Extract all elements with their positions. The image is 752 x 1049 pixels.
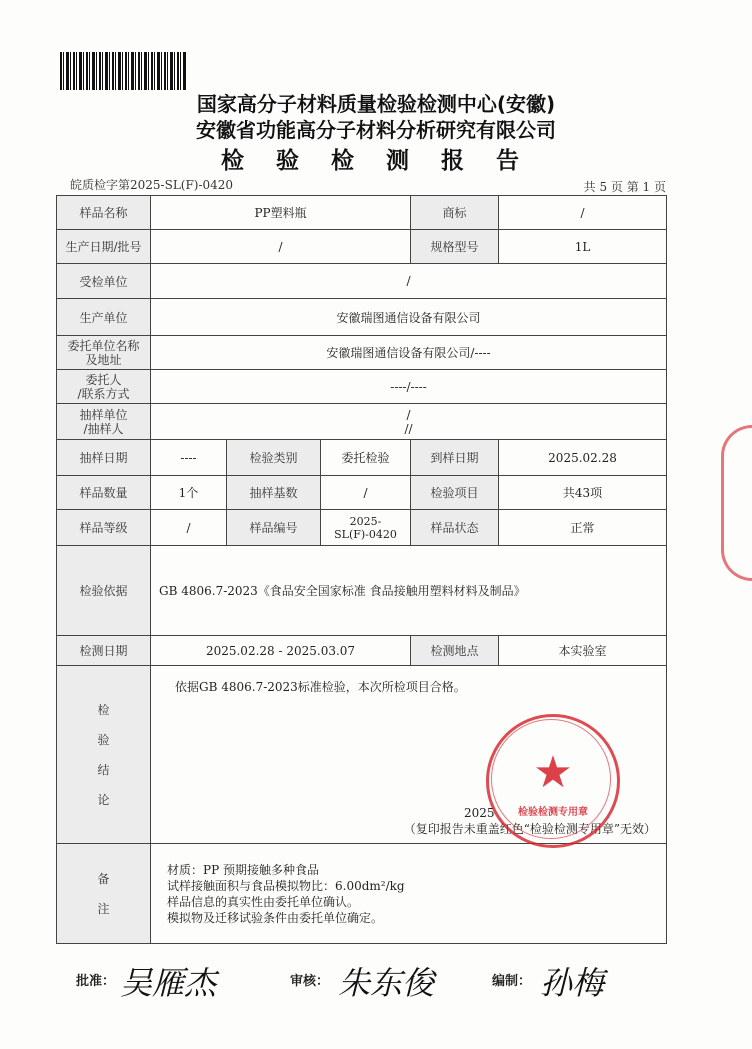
trademark-value: / (499, 196, 667, 230)
review-signature: 朱东俊 (338, 964, 435, 1002)
inspection-type-label: 检验类别 (227, 440, 321, 476)
conclusion-label-char: 论 (97, 792, 110, 807)
client-label-line2: 及地址 (85, 352, 122, 367)
sampling-date-value: ---- (151, 440, 227, 476)
test-date-label: 检测日期 (57, 636, 151, 666)
sample-name-value: PP塑料瓶 (151, 196, 411, 230)
sample-base-value: / (321, 476, 411, 510)
manufacturer-value: 安徽瑞图通信设备有限公司 (151, 299, 667, 336)
sample-no-label: 样品编号 (227, 510, 321, 546)
grade-label: 样品等级 (57, 510, 151, 546)
conclusion-label-char: 检 (97, 702, 110, 717)
remarks-line: 试样接触面积与食品模拟物比：6.00dm²/kg (167, 879, 405, 893)
table-row (57, 336, 667, 370)
table-row (57, 196, 667, 230)
sampling-date-label: 抽样日期 (57, 440, 151, 476)
signature-row (0, 958, 752, 1008)
sampler-label (57, 404, 151, 440)
org-name-primary: 国家高分子材料质量检验检测中心(安徽) (196, 92, 556, 116)
remarks-line: 样品信息的真实性由委托单位确认。 (167, 895, 360, 909)
sample-no-value: 2025-SL(F)-0420 (321, 510, 411, 546)
sample-base-label: 抽样基数 (227, 476, 321, 510)
spec-label: 规格型号 (411, 230, 499, 264)
table-row (57, 546, 667, 636)
state-value: 正常 (499, 510, 667, 546)
arrival-date-value: 2025.02.28 (499, 440, 667, 476)
production-date-label: 生产日期/批号 (57, 230, 151, 264)
quantity-value: 1个 (151, 476, 227, 510)
conclusion-year: 2025 (464, 806, 495, 820)
table-row (57, 440, 667, 476)
conclusion-label-char: 结 (97, 762, 110, 777)
contact-label-line1: 委托人 (85, 372, 122, 387)
sampler-person-value: // (404, 421, 413, 436)
sample-name-label: 样品名称 (57, 196, 151, 230)
state-label: 样品状态 (411, 510, 499, 546)
seal-star-icon: ★ (533, 747, 573, 798)
items-label: 检验项目 (411, 476, 499, 510)
table-row (57, 299, 667, 336)
sampler-label-line2: /抽样人 (83, 421, 124, 436)
remarks-cell (151, 844, 667, 944)
table-row (57, 264, 667, 299)
table-row (57, 844, 667, 944)
remarks-label-char: 注 (97, 901, 110, 916)
manufacturer-label: 生产单位 (57, 299, 151, 336)
inspected-unit-label: 受检单位 (57, 264, 151, 299)
table-row (57, 404, 667, 440)
quantity-label: 样品数量 (57, 476, 151, 510)
arrival-date-label: 到样日期 (411, 440, 499, 476)
table-row (57, 370, 667, 404)
remarks-label (57, 844, 151, 944)
basis-label: 检验依据 (57, 546, 151, 636)
table-row (57, 476, 667, 510)
sampler-value (151, 404, 667, 440)
trademark-label: 商标 (411, 196, 499, 230)
approve-label: 批准： (76, 974, 116, 989)
test-date-value: 2025.02.28 - 2025.03.07 (151, 636, 411, 666)
barcode (60, 52, 186, 90)
inspected-unit-value: / (151, 264, 667, 299)
report-number: 皖质检字第2025-SL(F)-0420 (70, 178, 234, 192)
basis-value: GB 4806.7-2023《食品安全国家标准 食品接触用塑料材料及制品》 (151, 546, 667, 636)
copy-notice: （复印报告未重盖红色“检验检测专用章”无效） (403, 822, 657, 836)
conclusion-label (57, 666, 151, 844)
org-name-secondary: 安徽省功能高分子材料分析研究有限公司 (196, 118, 556, 142)
table-row (57, 510, 667, 546)
client-label-line1: 委托单位名称 (67, 338, 140, 353)
remarks-line: 材质：PP 预期接触多种食品 (167, 863, 319, 877)
official-seal (486, 714, 620, 848)
sampler-label-line1: 抽样单位 (79, 407, 128, 422)
approve-signature: 吴雁杰 (120, 964, 217, 1002)
compile-signature: 孙梅 (540, 964, 605, 1002)
compile-label: 编制： (492, 974, 532, 989)
page-info: 共 5 页 第 1 页 (583, 180, 666, 194)
production-date-value: / (151, 230, 411, 264)
table-row (57, 230, 667, 264)
remarks-line: 模拟物及迁移试验条件由委托单位确定。 (167, 911, 384, 925)
client-label (57, 336, 151, 370)
location-value: 本实验室 (499, 636, 667, 666)
sampler-unit-value: / (406, 407, 411, 422)
contact-value: ----/---- (151, 370, 667, 404)
spec-value: 1L (499, 230, 667, 264)
edge-seal-fragment (721, 425, 752, 581)
review-label: 审核： (290, 974, 330, 989)
conclusion-text: 依据GB 4806.7-2023标准检验，本次所检项目合格。 (175, 680, 466, 694)
contact-label-line2: /联系方式 (77, 386, 130, 401)
inspection-type-value: 委托检验 (321, 440, 411, 476)
remarks-label-char: 备 (97, 871, 110, 886)
grade-value: / (151, 510, 227, 546)
table-row (57, 636, 667, 666)
items-value: 共43项 (499, 476, 667, 510)
report-title: 检 验 检 测 报 告 (220, 148, 532, 174)
contact-label (57, 370, 151, 404)
client-value: 安徽瑞图通信设备有限公司/---- (151, 336, 667, 370)
conclusion-label-char: 验 (97, 732, 110, 747)
seal-text: 检验检测专用章 (518, 807, 588, 818)
location-label: 检测地点 (411, 636, 499, 666)
